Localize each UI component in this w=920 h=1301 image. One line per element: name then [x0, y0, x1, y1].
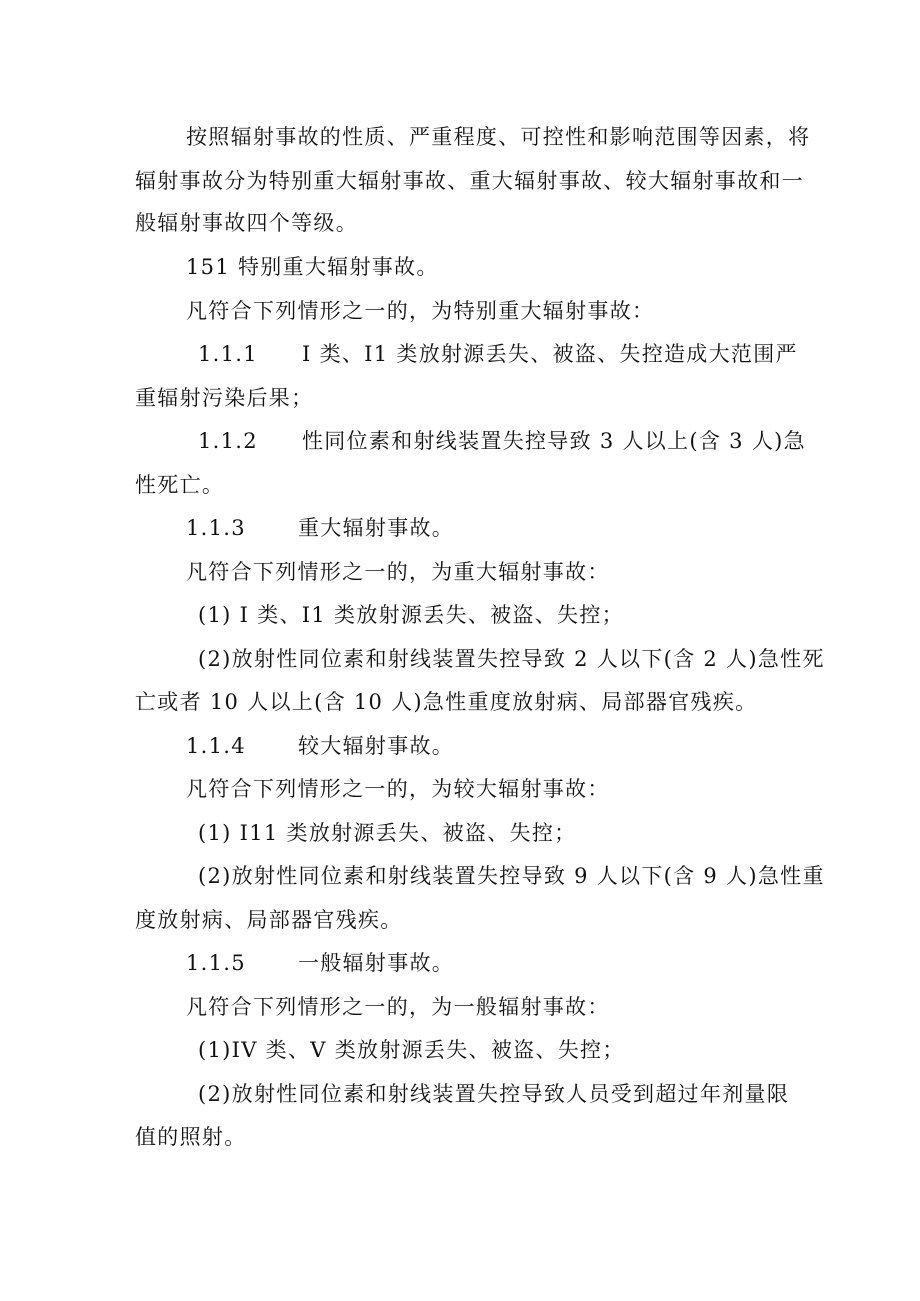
item-111-number: 1.1.1 — [198, 342, 258, 366]
item-112-number: 1.1.2 — [198, 429, 258, 453]
section-115-item-2-line-1: (2)放射性同位素和射线装置失控导致人员受到超过年剂量限 — [198, 1082, 790, 1106]
section-114-criteria: 凡符合下列情形之一的，为较大辐射事故： — [186, 777, 610, 801]
section-114-item-2-line-1: (2)放射性同位素和射线装置失控导致 9 人以下(含 9 人)急性重 — [198, 864, 825, 888]
section-114-number: 1.1.4 — [186, 734, 246, 758]
section-151-criteria: 凡符合下列情形之一的，为特别重大辐射事故： — [186, 299, 655, 323]
item-112-line-1: 性同位素和射线装置失控导致 3 人以上(含 3 人)急 — [302, 429, 806, 453]
intro-line-2: 辐射事故分为特别重大辐射事故、重大辐射事故、较大辐射事故和一 — [135, 169, 804, 193]
item-112-line-2: 性死亡。 — [135, 473, 225, 497]
section-115-number: 1.1.5 — [186, 951, 246, 975]
section-115-heading: 一般辐射事故。 — [298, 951, 455, 975]
intro-line-3: 般辐射事故四个等级。 — [135, 211, 358, 235]
section-113-heading: 重大辐射事故。 — [298, 516, 455, 540]
item-111-line-2: 重辐射污染后果； — [135, 386, 314, 410]
section-115-criteria: 凡符合下列情形之一的，为一般辐射事故： — [186, 995, 610, 1019]
section-114-item-2-line-2: 度放射病、局部器官残疾。 — [135, 908, 403, 932]
section-113-item-2-line-2: 亡或者 10 人以上(含 10 人)急性重度放射病、局部器官残疾。 — [135, 690, 758, 714]
item-111-line-1: I 类、I1 类放射源丢失、被盗、失控造成大范围严 — [302, 342, 798, 366]
section-115-item-1: (1)IV 类、V 类放射源丢失、被盗、失控； — [198, 1038, 625, 1062]
section-113-criteria: 凡符合下列情形之一的，为重大辐射事故： — [186, 560, 610, 584]
section-113-item-1: (1) I 类、I1 类放射源丢失、被盗、失控； — [198, 603, 624, 627]
section-114-item-1: (1) I11 类放射源丢失、被盗、失控； — [198, 821, 577, 845]
section-114-heading: 较大辐射事故。 — [298, 734, 455, 758]
section-115-item-2-line-2: 值的照射。 — [135, 1125, 247, 1149]
section-113-item-2-line-1: (2)放射性同位素和射线装置失控导致 2 人以下(含 2 人)急性死 — [198, 647, 825, 671]
section-151-heading: 151 特别重大辐射事故。 — [186, 255, 439, 279]
intro-line-1: 按照辐射事故的性质、严重程度、可控性和影响范围等因素，将 — [186, 125, 811, 149]
section-113-number: 1.1.3 — [186, 516, 246, 540]
